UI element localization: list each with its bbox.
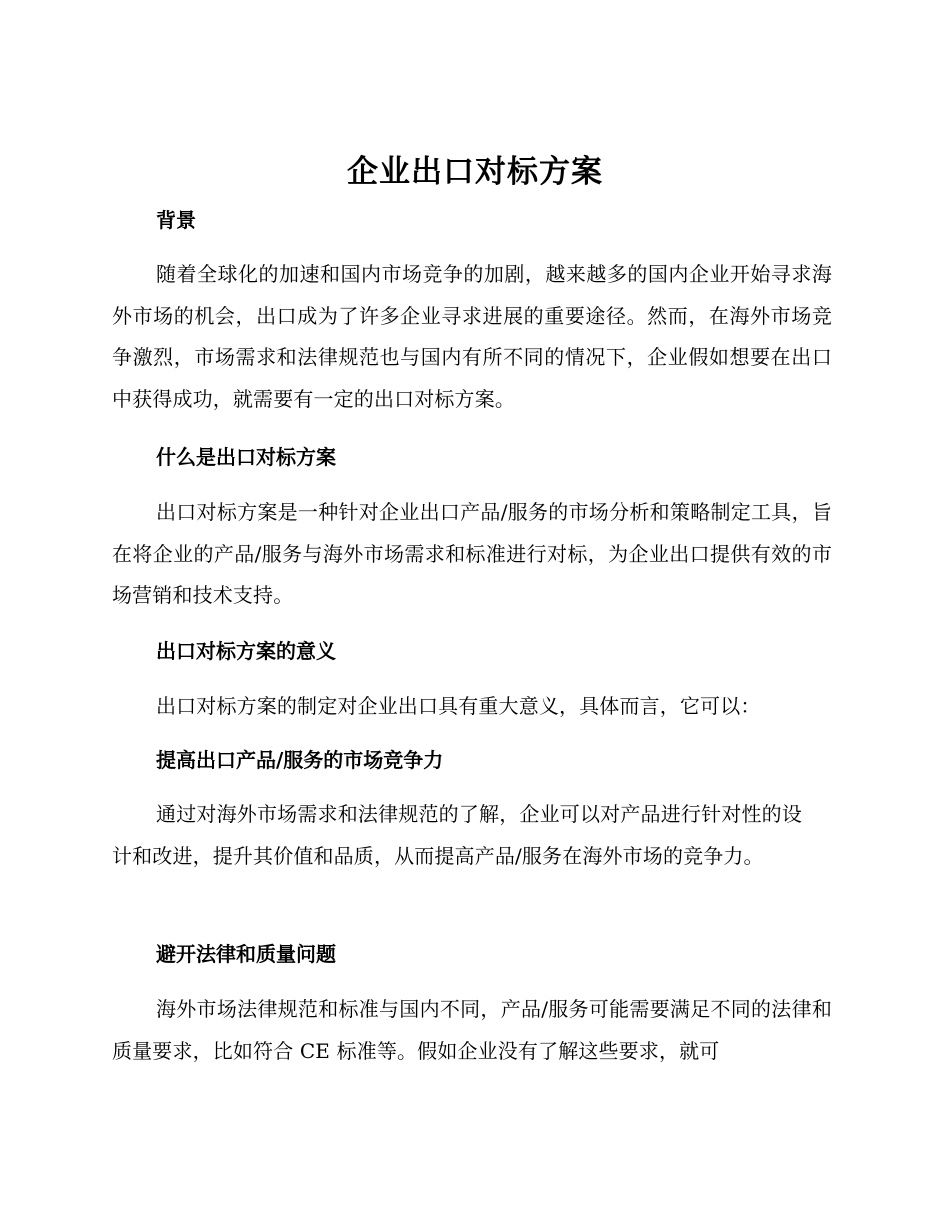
section-paragraph-competitiveness: 通过对海外市场需求和法律规范的了解，企业可以对产品进行针对性的设计和改进，提升其价值和品质，从而提高产品/服务在海外市场的竞争力。 bbox=[112, 802, 802, 868]
document-title: 企业出口对标方案 bbox=[347, 154, 603, 190]
section-paragraph-legal-quality: 海外市场法律规范和标准与国内不同，产品/服务可能需要满足不同的法律和质量要求，比如符合 CE 标准等。假如企业没有了解这些要求，就可 bbox=[112, 997, 832, 1063]
section-paragraph-definition: 出口对标方案是一种针对企业出口产品/服务的市场分析和策略制定工具，旨在将企业的产品/服务与海外市场需求和标准进行对标，为企业出口提供有效的市场营销和技术支持。 bbox=[112, 500, 832, 607]
section-heading-significance: 出口对标方案的意义 bbox=[156, 639, 336, 663]
section-heading-legal-quality: 避开法律和质量问题 bbox=[156, 942, 336, 966]
section-heading-competitiveness: 提高出口产品/服务的市场竞争力 bbox=[156, 748, 444, 772]
section-heading-definition: 什么是出口对标方案 bbox=[156, 445, 336, 469]
section-heading-background: 背景 bbox=[156, 208, 196, 232]
section-paragraph-background: 随着全球化的加速和国内市场竞争的加剧，越来越多的国内企业开始寻求海外市场的机会，出口成为了许多企业寻求进展的重要途径。然而，在海外市场竞争激烈，市场需求和法律规范也与国内有所不同的情况下，企业假如想要在出口中获得成功，就需要有一定的出口对标方案。 bbox=[112, 262, 832, 411]
section-paragraph-significance: 出口对标方案的制定对企业出口具有重大意义，具体而言，它可以： bbox=[156, 694, 761, 718]
